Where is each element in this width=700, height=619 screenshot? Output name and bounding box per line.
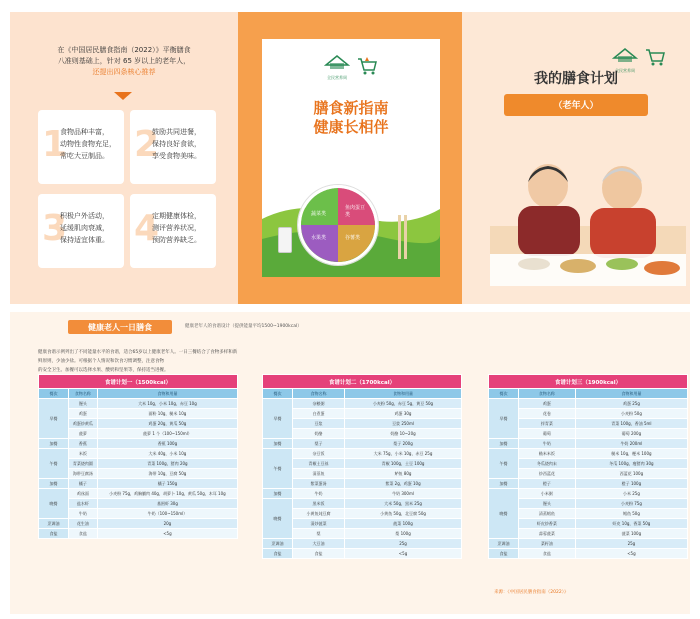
col-header: 餐次 [263, 389, 293, 399]
dish-cell: 清蒸鱼 [293, 469, 345, 479]
table-row [263, 419, 462, 429]
shopping-cart-icon [644, 46, 666, 68]
meal-cell: 食盐 [263, 549, 293, 559]
recommendation-card-2: 2 鼓励共同进餐， 保持良好食欲， 享受食物美味。 [130, 110, 216, 184]
dish-cell: 花生油 [69, 519, 98, 529]
table-row [263, 529, 462, 539]
meal-cell: 加餐 [263, 489, 293, 499]
elderly-couple-dining-photo [490, 146, 686, 286]
amount-cell: 鸡蛋 20g，黄瓜 50g [97, 419, 237, 429]
recommendation-card-3: 3 积极户外活动， 延缓肌肉衰减， 保持适宜体重。 [38, 194, 124, 268]
meal-cell: 加餐 [489, 479, 519, 489]
dish-cell: 拌青菜 [519, 419, 576, 429]
dish-cell: 白煮蛋 [293, 409, 345, 419]
dish-cell: 小黄鱼炖豆腐 [293, 509, 345, 519]
col-header: 食物名称 [293, 389, 345, 399]
table-row [263, 499, 462, 509]
intro-text: 在《中国居民膳食指南（2022）》平衡膳食 八准则基础上，针对 65 岁以上的老年人， 还提出四条核心推荐 [57, 46, 191, 76]
dish-cell: 杂粮粥 [293, 399, 345, 409]
amount-cell: 面粉 10g，糙米 10g [97, 409, 237, 419]
table-row [489, 419, 688, 429]
amount-cell: 香蕉 100g [97, 439, 237, 449]
energy-note: 健康老年人的食谱设计（提供能量平均1500~1900kcal） [185, 324, 302, 329]
panel-core-recommendations [10, 12, 238, 304]
balanced-diet-plate: 蔬菜类 鱼肉蛋豆类 水果类 谷薯类 [298, 185, 378, 265]
dish-cell: 鸡丝面 [69, 489, 98, 499]
cover-page [262, 39, 440, 277]
intro-paragraph: 健康食谱示例列出了不同能量水平的食谱，适合65岁以上健康老年人。一日三餐结合了食物多样和新鲜原则，少油少盐。可根据个人情况和饮食习惯调整，注意食物 的安全卫生。加餐可以选择水果、酸奶和坚果等，保持适当进餐。 [38, 350, 238, 373]
col-header: 餐次 [489, 389, 519, 399]
table-title: 食谱计划三（1900kcal） [489, 375, 688, 389]
dish-cell: 食盐 [293, 549, 345, 559]
amount-cell: <5g [575, 549, 687, 559]
table-row [489, 519, 688, 529]
dish-cell: 橙子 [519, 479, 576, 489]
table-row [489, 489, 688, 499]
down-arrow-icon [114, 92, 132, 100]
dish-cell: 小米粥 [519, 489, 576, 499]
col-header: 食物名称 [519, 389, 576, 399]
amount-cell: 大米 40g，小米 10g [97, 449, 237, 459]
meal-cell: 早餐 [263, 399, 293, 439]
dish-cell: 牛奶 [519, 439, 576, 449]
dish-cell: 米饭 [69, 449, 98, 459]
dish-cell: 鸡蛋 [519, 399, 576, 409]
meal-cell: 午餐 [489, 449, 519, 479]
house-logo-icon [612, 46, 638, 64]
panel-my-plan [462, 12, 690, 304]
table-row [263, 439, 462, 449]
table-row [489, 459, 688, 469]
amount-cell: 小麦粉 75g，鸡胸脯肉 40g，胡萝卜 10g，黄瓜 50g，木耳 10g [97, 489, 237, 499]
amount-cell: 大米 10g，小米 10g，赤豆 10g [97, 399, 237, 409]
dish-cell: 鸡蛋 [69, 409, 98, 419]
meal-plan-table-2 [262, 374, 462, 559]
col-header: 餐次 [39, 389, 69, 399]
amount-cell: 牛奶 200ml [575, 439, 687, 449]
amount-cell: 牛奶（100~150ml） [97, 509, 237, 519]
amount-cell: 鸡蛋 25g [575, 399, 687, 409]
dish-cell: 橘子 [69, 479, 98, 489]
meal-cell: 食盐 [39, 529, 69, 539]
amount-cell: 冬瓜 100g，瘦猪肉 30g [575, 459, 687, 469]
dish-cell: 菜籽油 [519, 539, 576, 549]
amount-cell: 奶酪 10~20g [345, 429, 462, 439]
dish-cell: 青椒土豆丝 [293, 459, 345, 469]
brochure-outside [10, 12, 690, 304]
dish-cell: 菠萝 [69, 429, 98, 439]
table-row [39, 499, 238, 509]
amount-cell: 菠菜 100g [345, 519, 462, 529]
section-tab-label: 健康老人一日膳食 [88, 323, 152, 332]
col-header: 食物名称 [69, 389, 98, 399]
meal-cell: 加餐 [39, 479, 69, 489]
ribbon-label: （老年人） [553, 101, 599, 111]
milk-glass [278, 227, 292, 253]
table-row [489, 439, 688, 449]
amount-cell: 虾皮 10g，香菜 50g [575, 519, 687, 529]
table-row [39, 469, 238, 479]
table-row [39, 489, 238, 499]
dish-cell: 香蕉 [69, 439, 98, 449]
table-title: 食谱计划一（1500kcal） [39, 375, 238, 389]
dish-cell: 虾皮炒香菜 [519, 519, 576, 529]
dish-cell: 炒西蓝花 [519, 469, 576, 479]
table-row [263, 479, 462, 489]
table-row [263, 519, 462, 529]
table-title: 食谱计划二（1700kcal） [263, 375, 462, 389]
table-row [263, 399, 462, 409]
table-row [263, 489, 462, 499]
amount-cell: <5g [345, 549, 462, 559]
meal-cell: 晚餐 [489, 489, 519, 539]
table-row [489, 429, 688, 439]
dish-cell: 鸡蛋炒黄瓜 [69, 419, 98, 429]
amount-cell: 海带 10g，豆腐 50g [97, 469, 237, 479]
amount-cell: 基围虾 30g [97, 499, 237, 509]
amount-cell: 西蓝花 100g [575, 469, 687, 479]
table-row [263, 449, 462, 459]
dish-cell: 大豆油 [293, 539, 345, 549]
amount-cell: 葡萄 200g [575, 429, 687, 439]
source-note: 来源：《中国居民膳食指南（2022）》 [494, 590, 569, 595]
cover-title: 膳食新指南 健康长相伴 [313, 99, 389, 136]
amount-cell: 糙米 10g，粳米 100g [575, 449, 687, 459]
recommendation-card-1: 1 食物品种丰富， 动物性食物充足， 常吃大豆制品。 [38, 110, 124, 184]
table-row [263, 539, 462, 549]
table-row [263, 459, 462, 469]
dish-cell: 豆浆 [293, 419, 345, 429]
dish-cell: 食盐 [69, 529, 98, 539]
dish-cell: 蒜蓉菠菜 [519, 529, 576, 539]
dish-cell: 清蒸鲳鱼 [519, 509, 576, 519]
nutrition-week-logo: 全民营养周 [612, 46, 638, 74]
amount-cell: 25g [345, 539, 462, 549]
table-row [39, 449, 238, 459]
table-row [39, 439, 238, 449]
table-row [39, 429, 238, 439]
table-row [489, 499, 688, 509]
chopstick [398, 215, 401, 259]
amount-cell: 青菜 100g，香油 5ml [575, 419, 687, 429]
amount-cell: 鸡蛋 30g [345, 409, 462, 419]
chopstick [404, 215, 407, 259]
table-row [263, 509, 462, 519]
table-row [39, 459, 238, 469]
table-row [489, 449, 688, 459]
table-row [263, 429, 462, 439]
amount-cell: 小麦粉 75g [575, 499, 687, 509]
amount-cell: 紫菜 2g，鸡蛋 10g [345, 479, 462, 489]
dish-cell: 奶酪 [293, 429, 345, 439]
dish-cell: 牛奶 [69, 509, 98, 519]
dish-cell: 食盐 [519, 549, 576, 559]
table-row [263, 409, 462, 419]
meal-cell: 早餐 [489, 399, 519, 439]
table-row [489, 539, 688, 549]
dish-cell: 杂豆饭 [293, 449, 345, 459]
meal-cell: 烹调油 [489, 539, 519, 549]
panel-cover [238, 12, 462, 304]
meal-cell: 晚餐 [39, 489, 69, 519]
col-header: 食物和用量 [345, 389, 462, 399]
amount-cell: 梨 100g [345, 529, 462, 539]
dish-cell: 青菜烧肉圆 [69, 459, 98, 469]
dish-cell: 冬瓜烧肉末 [519, 459, 576, 469]
meal-cell: 早餐 [39, 399, 69, 439]
amount-cell: 梨子 200g [345, 439, 462, 449]
table-row [489, 529, 688, 539]
shopping-cart-icon [356, 55, 378, 77]
dish-cell: 海带豆腐汤 [69, 469, 98, 479]
table-row [489, 469, 688, 479]
amount-cell: 鲳鱼 50g [575, 509, 687, 519]
amount-cell: 25g [575, 539, 687, 549]
dish-cell: 黑米饭 [293, 499, 345, 509]
amount-cell: <5g [97, 529, 237, 539]
table-row [489, 479, 688, 489]
dish-cell: 牛奶 [293, 489, 345, 499]
table-row [489, 399, 688, 409]
amount-cell: 菠菜 100g [575, 529, 687, 539]
col-header: 食物和用量 [575, 389, 687, 399]
dish-cell: 紫菜蛋汤 [293, 479, 345, 489]
amount-cell: 鲈鱼 80g [345, 469, 462, 479]
amount-cell: 大米 50g，黑米 25g [345, 499, 462, 509]
meal-cell: 午餐 [39, 449, 69, 479]
table-row [489, 509, 688, 519]
amount-cell: 小麦粉 50g，赤豆 5g，黄豆 50g [345, 399, 462, 409]
amount-cell: 青椒 100g，土豆 100g [345, 459, 462, 469]
amount-cell: 菠萝 1 个（100~150ml） [97, 429, 237, 439]
meal-cell: 加餐 [489, 439, 519, 449]
amount-cell: 牛奶 300ml [345, 489, 462, 499]
amount-cell: 小麦粉 50g [575, 409, 687, 419]
col-header: 食物和用量 [97, 389, 237, 399]
recommendation-card-4: 4 定期健康体检， 测评营养状况， 预防营养缺乏。 [130, 194, 216, 268]
dish-cell: 馒头 [69, 399, 98, 409]
dish-cell: 花卷 [519, 409, 576, 419]
meal-cell: 烹调油 [39, 519, 69, 529]
table-row [489, 409, 688, 419]
table-row [39, 529, 238, 539]
meal-plan-table-1 [38, 374, 238, 539]
meal-cell: 加餐 [39, 439, 69, 449]
meal-cell: 晚餐 [263, 499, 293, 539]
brochure-inside [10, 312, 690, 614]
table-row [39, 519, 238, 529]
dish-cell: 清炒菠菜 [293, 519, 345, 529]
nutrition-week-logo: 全民营养周 [324, 53, 350, 81]
dish-cell: 盐水虾 [69, 499, 98, 509]
amount-cell: 橙子 100g [575, 479, 687, 489]
meal-cell: 食盐 [489, 549, 519, 559]
amount-cell: 小黄鱼 50g，北豆腐 50g [345, 509, 462, 519]
table-row [263, 549, 462, 559]
dish-cell: 糙米米饭 [519, 449, 576, 459]
table-row [39, 419, 238, 429]
dish-cell: 梨 [293, 529, 345, 539]
amount-cell: 青菜 100g，猪肉 20g [97, 459, 237, 469]
table-row [39, 399, 238, 409]
table-row [39, 509, 238, 519]
meal-cell: 烹调油 [263, 539, 293, 549]
amount-cell: 大米 75g，小米 10g，赤豆 25g [345, 449, 462, 459]
meal-cell: 午餐 [263, 449, 293, 489]
plan-title: 我的膳食计划 [534, 71, 618, 87]
table-row [39, 479, 238, 489]
amount-cell: 小米 25g [575, 489, 687, 499]
house-logo-icon [324, 53, 350, 71]
amount-cell: 豆浆 250ml [345, 419, 462, 429]
amount-cell: 橘子 150g [97, 479, 237, 489]
meal-cell: 加餐 [263, 439, 293, 449]
amount-cell: 20g [97, 519, 237, 529]
dish-cell: 葡萄 [519, 429, 576, 439]
table-row [263, 469, 462, 479]
table-row [39, 409, 238, 419]
table-row [489, 549, 688, 559]
dish-cell: 馒头 [519, 499, 576, 509]
dish-cell: 梨子 [293, 439, 345, 449]
meal-plan-table-3 [488, 374, 688, 559]
